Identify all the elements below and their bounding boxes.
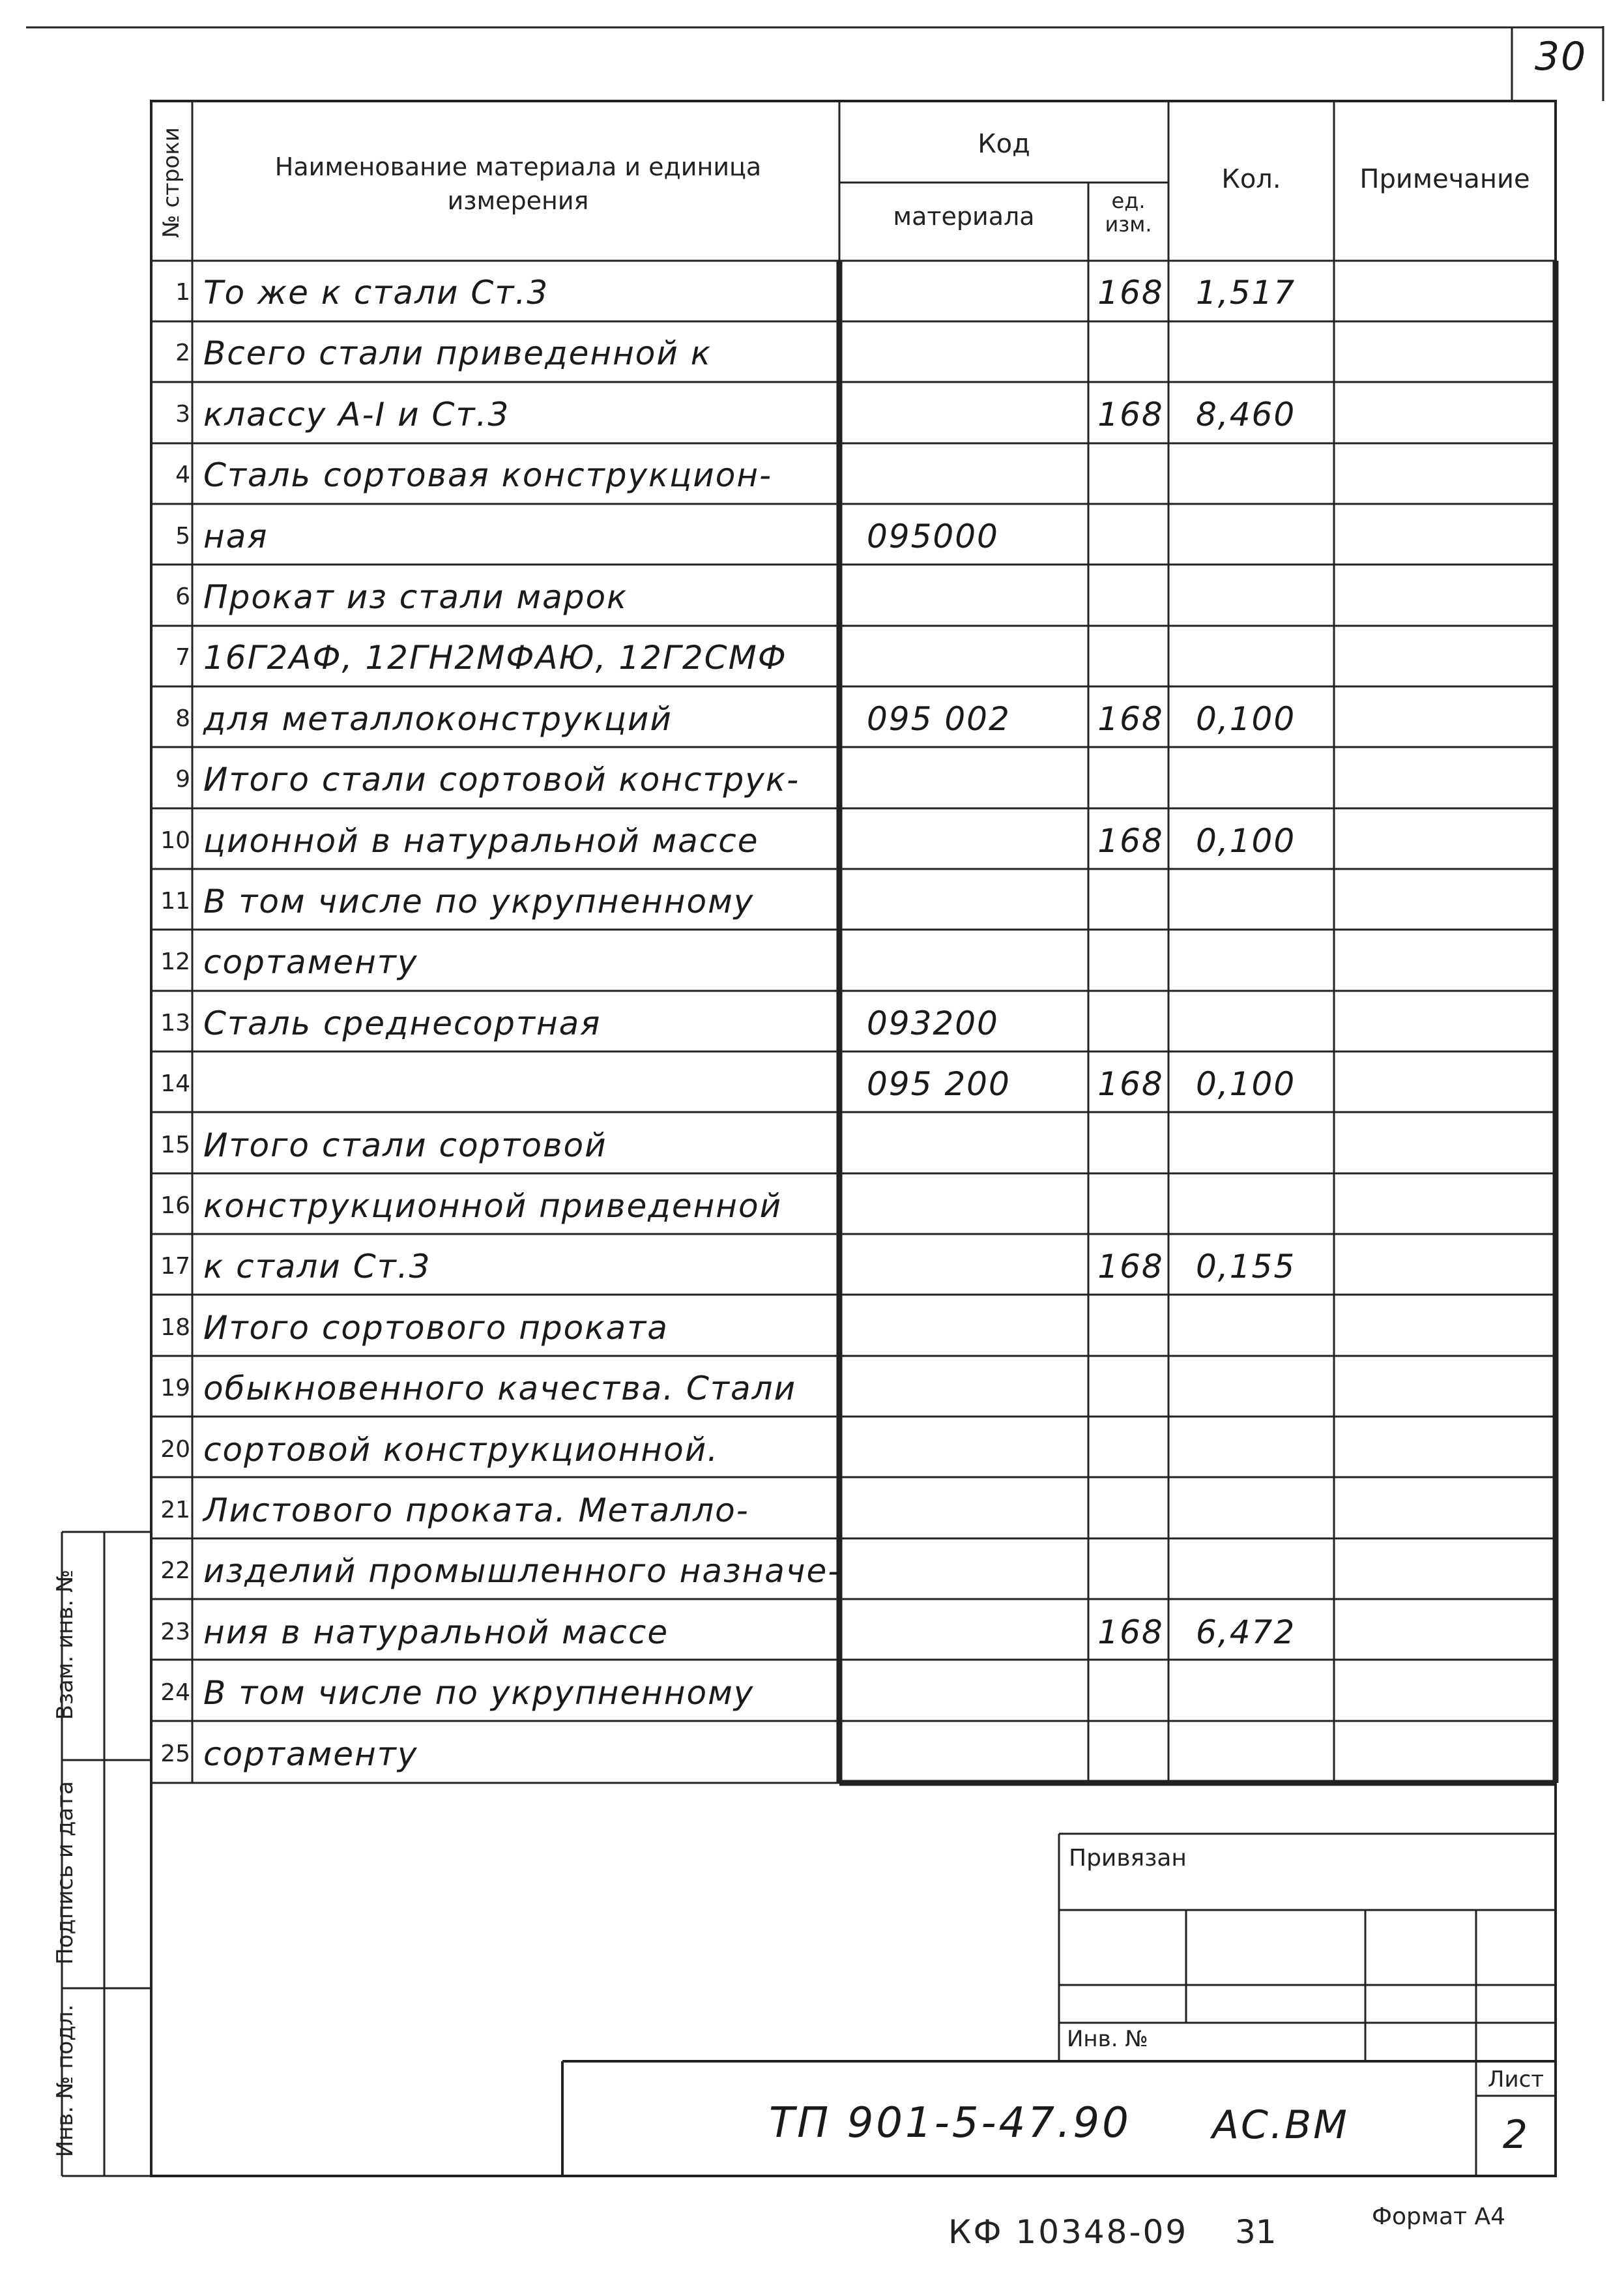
row-number: 16 (160, 1192, 190, 1219)
row-material-code (867, 1305, 1082, 1351)
row-number: 2 (175, 340, 190, 367)
header-unit: ед. изм. (1105, 188, 1152, 237)
row-qty (1196, 1731, 1333, 1777)
row-name: сортовой конструкционной. (203, 1430, 719, 1469)
row-number: 22 (160, 1557, 190, 1585)
row-qty: 0,100 (1196, 699, 1296, 738)
row-name: Сталь сортовая конструкцион- (203, 456, 773, 495)
row-name: Итого сортового проката (203, 1308, 669, 1347)
row-material-code (867, 1366, 1082, 1411)
row-number: 4 (175, 462, 190, 489)
row-material-code (867, 270, 1082, 316)
row-qty (1196, 1183, 1333, 1229)
row-name: ционной в натуральной массе (203, 821, 759, 860)
side-label-vzam: Взам. инв. № (52, 1569, 78, 1720)
row-material-code: 093200 (867, 1004, 999, 1042)
row-number: 14 (160, 1070, 190, 1098)
row-name: В том числе по укрупненному (203, 883, 755, 920)
row-number: 1 (175, 279, 190, 306)
row-unit (1095, 1548, 1167, 1594)
row-unit: 168 (1097, 274, 1164, 312)
row-name: для металлоконструкций (203, 699, 673, 738)
title-privyazan: Привязан (1069, 1845, 1187, 1872)
row-unit (1095, 1731, 1167, 1777)
row-qty (1196, 574, 1333, 620)
row-number: 3 (175, 400, 190, 428)
row-qty (1196, 1488, 1333, 1533)
row-number: 9 (175, 766, 190, 793)
row-material-code (867, 392, 1082, 437)
row-unit (1095, 514, 1167, 559)
side-label-inv-podl: Инв. № подл. (52, 2004, 78, 2158)
row-name: Листового проката. Металло- (203, 1491, 749, 1529)
row-unit (1095, 879, 1167, 924)
title-sheet-label: Лист (1487, 2066, 1544, 2093)
row-name: Итого стали сортовой конструк- (203, 761, 800, 799)
header-name: Наименование материала и единица измерения (274, 153, 762, 215)
row-unit: 168 (1097, 1613, 1164, 1651)
bottom-stamp: КФ 10348-09 (948, 2213, 1189, 2251)
row-material-code (867, 1609, 1082, 1655)
row-unit: 168 (1097, 699, 1164, 738)
row-unit (1095, 1670, 1167, 1716)
row-qty (1196, 879, 1333, 924)
row-qty (1196, 452, 1333, 498)
row-qty (1196, 939, 1333, 985)
row-unit: 168 (1097, 821, 1164, 860)
row-unit (1095, 574, 1167, 620)
row-name: То же к стали Ст.3 (203, 274, 549, 312)
row-material-code (867, 757, 1082, 802)
row-material-code (867, 1488, 1082, 1533)
header-material: материала (893, 202, 1035, 231)
row-number: 23 (160, 1618, 190, 1645)
row-name: ная (203, 517, 268, 555)
row-number: 5 (175, 522, 190, 550)
row-qty (1196, 1548, 1333, 1594)
row-name: изделий промышленного назначе- (203, 1552, 841, 1591)
row-unit (1095, 757, 1167, 802)
row-qty: 8,460 (1196, 395, 1296, 433)
row-unit (1095, 331, 1167, 376)
row-unit (1095, 1001, 1167, 1046)
row-unit (1095, 635, 1167, 681)
row-unit: 168 (1097, 1065, 1164, 1104)
side-label-podpis: Подпись и дата (52, 1781, 78, 1965)
row-number: 17 (160, 1253, 190, 1280)
row-material-code (867, 1548, 1082, 1594)
row-unit: 168 (1097, 1248, 1164, 1286)
row-name: классу А-I и Ст.3 (203, 395, 510, 433)
row-name: В том числе по укрупненному (203, 1674, 755, 1712)
row-number: 24 (160, 1679, 190, 1707)
header-note: Примечание (1359, 164, 1530, 194)
row-qty (1196, 514, 1333, 559)
row-name: 16Г2АФ, 12ГН2МФАЮ, 12Г2СМФ (203, 639, 787, 677)
row-name: ния в натуральной массе (203, 1613, 669, 1651)
row-material-code: 095 200 (867, 1065, 1011, 1104)
row-qty (1196, 1427, 1333, 1473)
bottom-number: 31 (1235, 2213, 1277, 2251)
row-name: Прокат из стали марок (203, 578, 628, 616)
row-qty: 0,155 (1196, 1248, 1296, 1286)
row-qty (1196, 1305, 1333, 1351)
row-qty: 0,100 (1196, 821, 1296, 860)
row-number: 19 (160, 1375, 190, 1402)
row-qty (1196, 331, 1333, 376)
row-name: конструкционной приведенной (203, 1187, 783, 1225)
title-inv-no: Инв. № (1067, 2026, 1148, 2052)
row-qty: 1,517 (1196, 274, 1296, 312)
row-material-code (867, 939, 1082, 985)
row-name: Сталь среднесортная (203, 1004, 602, 1042)
row-number: 7 (175, 644, 190, 671)
title-mark: АС.ВМ (1212, 2102, 1349, 2148)
row-material-code (867, 1183, 1082, 1229)
row-material-code (867, 1731, 1082, 1777)
row-number: 8 (175, 705, 190, 732)
row-number: 21 (160, 1497, 190, 1523)
title-sheet-number: 2 (1502, 2112, 1530, 2158)
header-code: Код (978, 129, 1030, 159)
format-label: Формат А4 (1372, 2203, 1506, 2230)
row-number: 6 (175, 583, 190, 610)
row-unit (1095, 1123, 1167, 1168)
row-unit (1095, 939, 1167, 985)
row-name: сортаменту (203, 943, 418, 982)
row-qty: 6,472 (1196, 1613, 1296, 1651)
row-name: Итого стали сортовой (203, 1126, 607, 1164)
row-material-code: 095 002 (867, 699, 1011, 738)
row-unit (1095, 1366, 1167, 1411)
header-row-number: № строки (158, 127, 184, 238)
row-material-code (867, 452, 1082, 498)
row-unit (1095, 1488, 1167, 1533)
row-unit (1095, 1305, 1167, 1351)
row-unit: 168 (1097, 395, 1164, 433)
row-name: обыкновенного качества. Стали (203, 1370, 797, 1408)
row-material-code (867, 1244, 1082, 1289)
row-qty (1196, 1670, 1333, 1716)
row-qty (1196, 1123, 1333, 1168)
row-material-code (867, 635, 1082, 681)
row-material-code (867, 818, 1082, 864)
row-name: Всего стали приведенной к (203, 334, 712, 373)
row-number: 10 (160, 827, 190, 854)
row-number: 12 (160, 948, 190, 976)
row-number: 25 (160, 1740, 190, 1767)
header-qty: Кол. (1221, 164, 1281, 194)
row-qty: 0,100 (1196, 1065, 1296, 1104)
row-number: 18 (160, 1314, 190, 1341)
row-material-code (867, 574, 1082, 620)
row-qty (1196, 1001, 1333, 1046)
row-material-code (867, 1670, 1082, 1716)
row-name (203, 1061, 835, 1107)
row-material-code (867, 1123, 1082, 1168)
row-qty (1196, 757, 1333, 802)
row-name: к стали Ст.3 (203, 1248, 431, 1286)
row-number: 11 (160, 888, 190, 915)
row-qty (1196, 635, 1333, 681)
row-name: сортаменту (203, 1735, 418, 1773)
row-number: 13 (160, 1009, 190, 1036)
row-unit (1095, 1183, 1167, 1229)
row-unit (1095, 452, 1167, 498)
title-designation: ТП 901-5-47.90 (769, 2099, 1131, 2147)
row-number: 15 (160, 1131, 190, 1158)
row-unit (1095, 1427, 1167, 1473)
row-material-code: 095000 (867, 517, 999, 555)
sheet-corner-number: 30 (1534, 34, 1588, 80)
row-material-code (867, 331, 1082, 376)
row-qty (1196, 1366, 1333, 1411)
row-material-code (867, 1427, 1082, 1473)
row-number: 20 (160, 1435, 190, 1463)
row-material-code (867, 879, 1082, 924)
